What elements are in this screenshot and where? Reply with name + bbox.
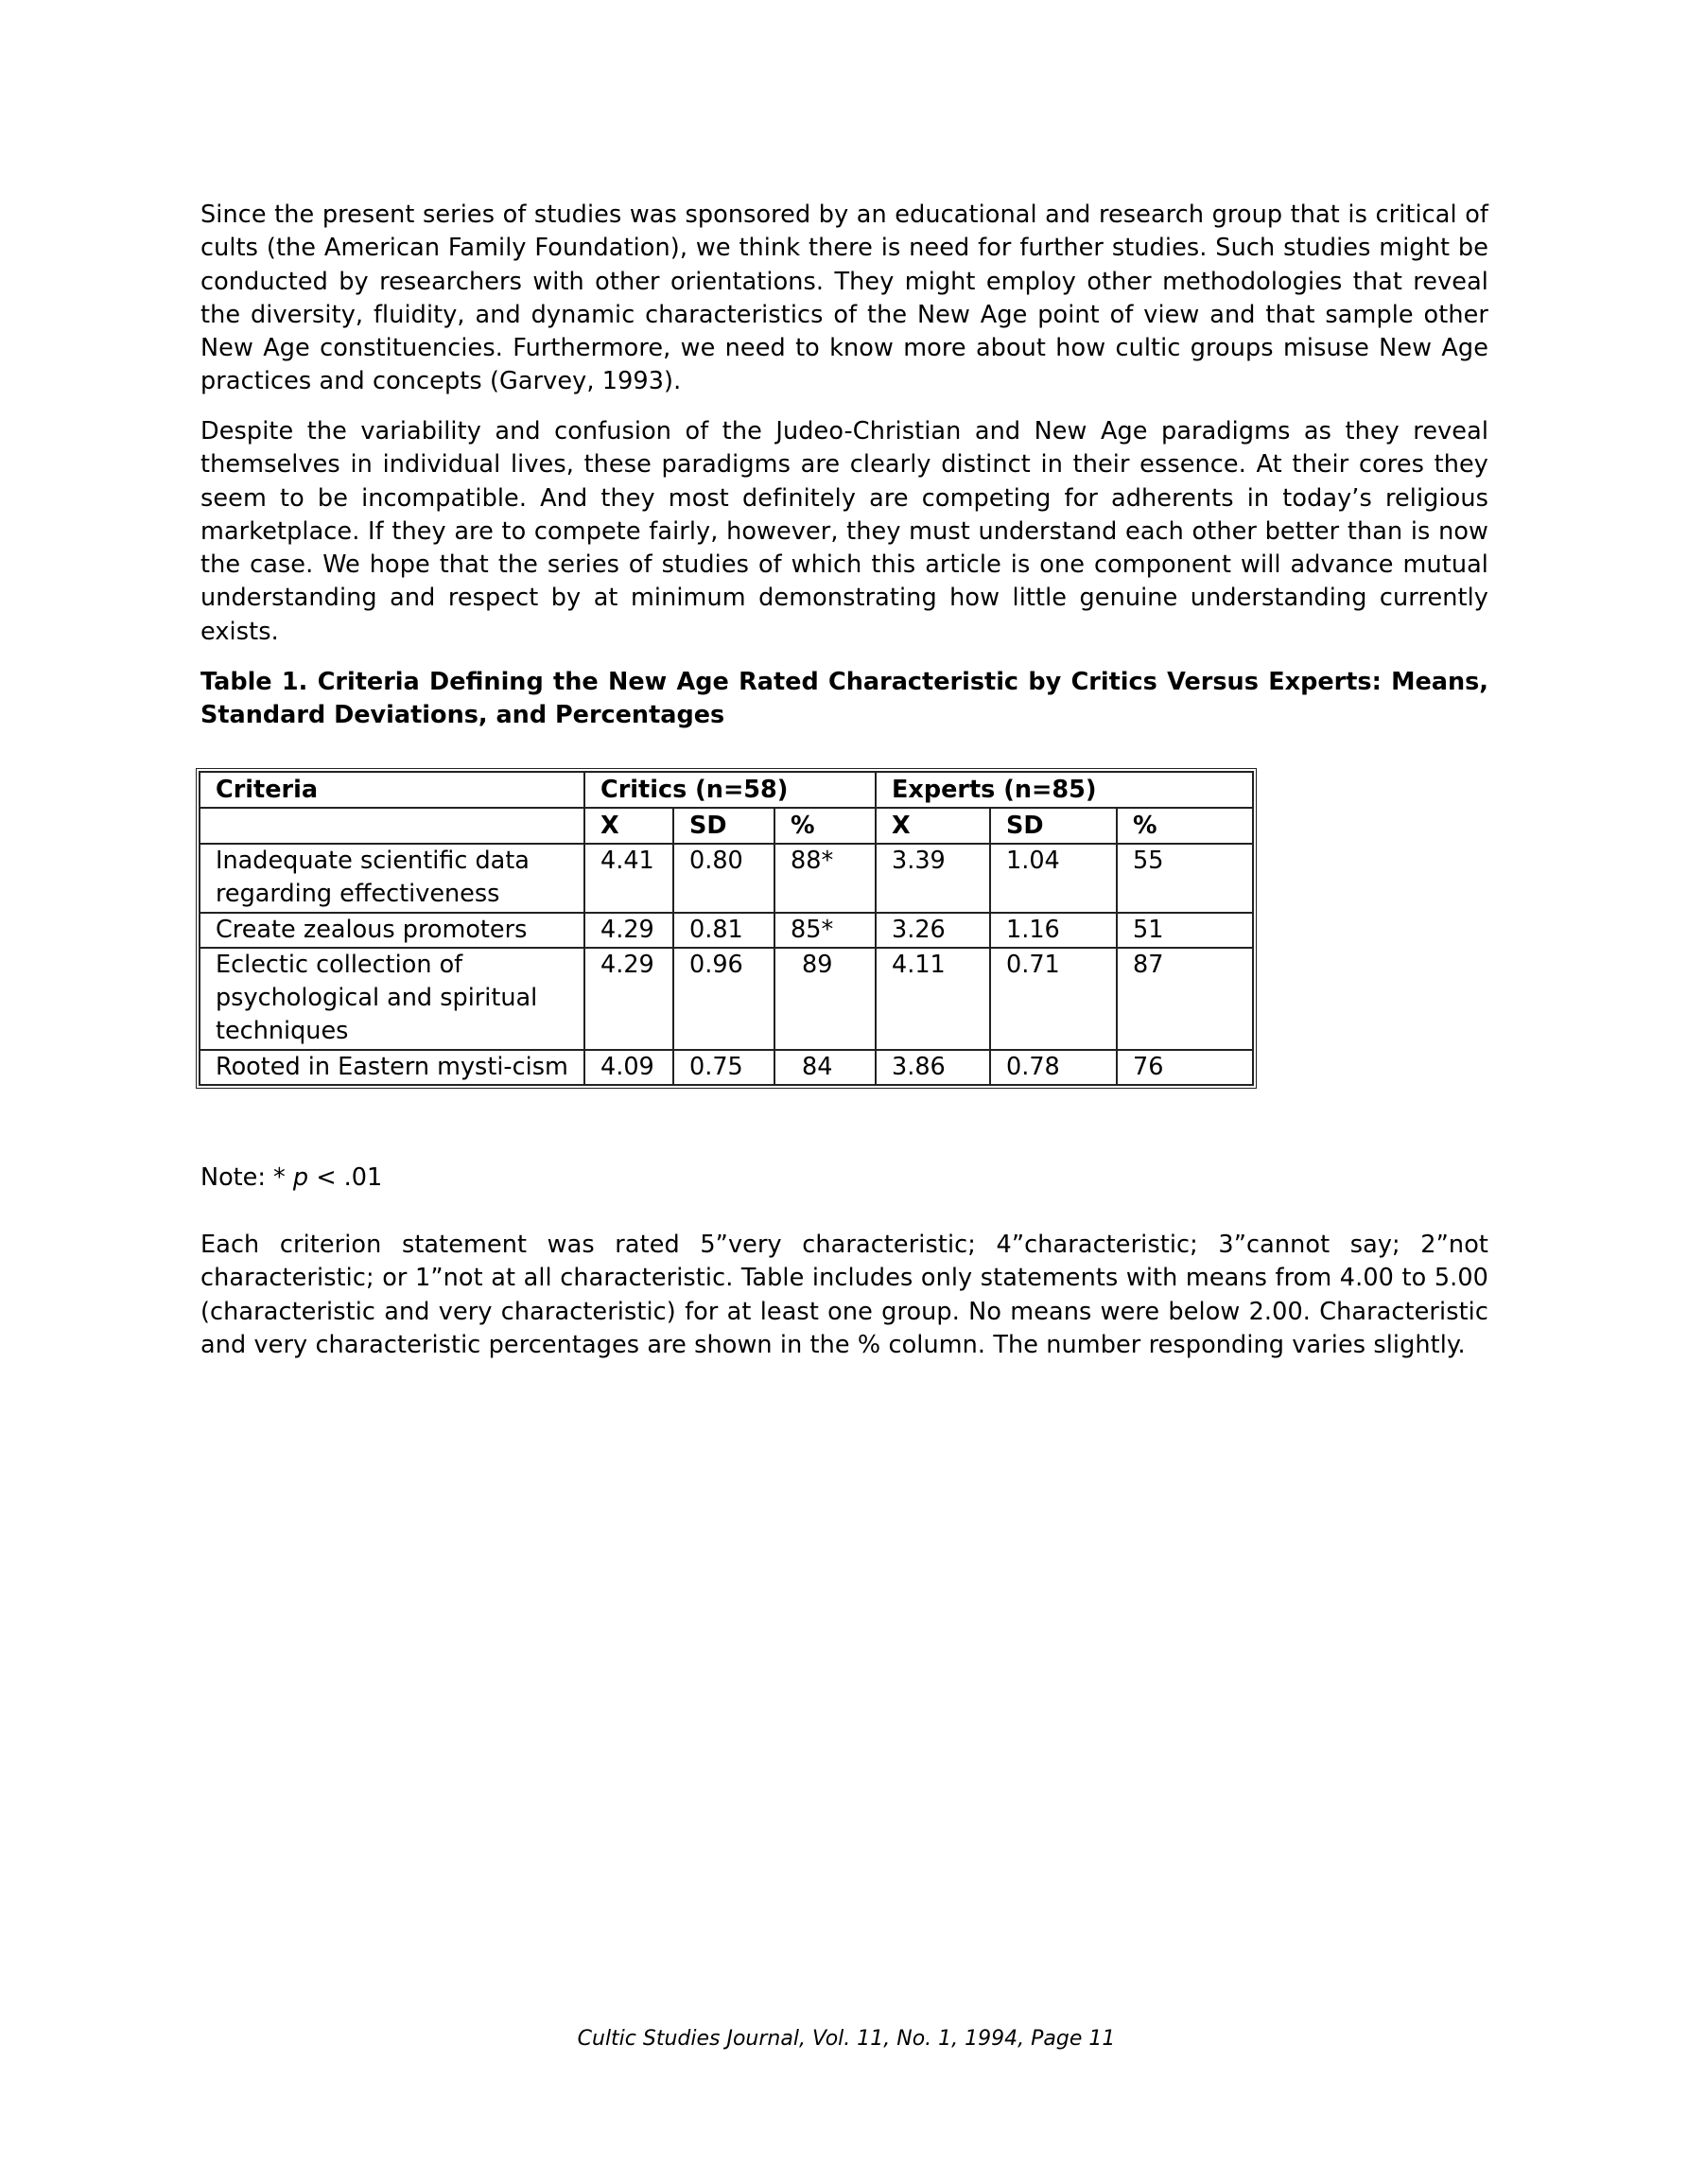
body-paragraph-2: Despite the variability and confusion of the Judeo-Christian and New Age paradigms as they reveal themselves in individual lives, these paradigms are clearly distinct in their essence. At their cores they seem to be incompatible. And they most definitely are competing for adherents in today’s religious marketplace. If they are to compete fairly, however, they must understand each other better than is now the case. We hope that the series of studies of which this article is one component will advance mutual understanding and respect by at minimum demonstrating how little genuine understanding currently exists.: [200, 417, 1488, 646]
subheader-experts-x: X: [876, 808, 990, 844]
cell-experts-x: 3.26: [876, 913, 990, 948]
cell-experts-pct: 76: [1117, 1050, 1253, 1085]
cell-experts-pct: 55: [1117, 844, 1253, 913]
page-footer: [0, 2025, 1687, 2053]
table-frame: [196, 768, 1257, 1089]
cell-critics-sd: 0.80: [673, 844, 774, 913]
header-experts: Experts (n=85): [876, 772, 1253, 808]
table-row: [200, 1050, 1253, 1085]
table-row: [200, 948, 1253, 1050]
cell-critics-pct: 85*: [774, 913, 876, 948]
note-p-value-symbol: p: [292, 1163, 309, 1192]
body-paragraph-1: Since the present series of studies was sponsored by an educational and research group that is critical of cults (the American Family Foundation), we think there is need for further studies. Such studies might be conducted by researchers with other orientations. They might employ other methodologies that reveal the diversity, fluidity, and dynamic characteristics of the New Age point of view and that sample other New Age constituencies. Furthermore, we need to know more about how cultic groups misuse New Age practices and concepts (Garvey, 1993).: [200, 201, 1488, 396]
cell-critics-sd: 0.96: [673, 948, 774, 1050]
table-row: [200, 913, 1253, 948]
cell-experts-pct: 51: [1117, 913, 1253, 948]
note-suffix: < .01: [308, 1163, 383, 1192]
table-explanation: Each criterion statement was rated 5”very characteristic; 4”characteristic; 3”cannot say; 2”not characteristic; or 1”not at all characteristic. Table includes only statements with means from 4.00 to 5.00 (characteristic and very characteristic) for at least one group. No means were below 2.00. Characteristic and very characteristic percentages are shown in the % column. The number responding varies slightly.: [200, 1231, 1488, 1359]
cell-experts-sd: 1.04: [990, 844, 1117, 913]
cell-critics-x: 4.29: [584, 913, 673, 948]
cell-critics-x: 4.09: [584, 1050, 673, 1085]
cell-experts-x: 4.11: [876, 948, 990, 1050]
cell-criteria: Create zealous promoters: [200, 913, 584, 948]
cell-experts-x: 3.86: [876, 1050, 990, 1085]
table-title: Table 1. Criteria Defining the New Age Rated Characteristic by Critics Versus Experts: Means, Standard Deviations, and Percentages: [200, 668, 1488, 730]
cell-critics-sd: 0.81: [673, 913, 774, 948]
subheader-critics-sd: SD: [673, 808, 774, 844]
table-note: [200, 1162, 382, 1195]
cell-experts-x: 3.39: [876, 844, 990, 913]
subheader-experts-pct: %: [1117, 808, 1253, 844]
cell-critics-x: 4.29: [584, 948, 673, 1050]
cell-criteria: Inadequate scientific data regarding effectiveness: [200, 844, 584, 913]
cell-experts-sd: 1.16: [990, 913, 1117, 948]
cell-criteria: Rooted in Eastern mysti-cism: [200, 1050, 584, 1085]
table-subheader-row: [200, 808, 1253, 844]
cell-experts-sd: 0.78: [990, 1050, 1117, 1085]
subheader-critics-x: X: [584, 808, 673, 844]
header-criteria: Criteria: [200, 772, 584, 808]
cell-experts-pct: 87: [1117, 948, 1253, 1050]
cell-critics-pct: 89: [774, 948, 876, 1050]
cell-critics-pct: 84: [774, 1050, 876, 1085]
cell-experts-sd: 0.71: [990, 948, 1117, 1050]
cell-criteria: Eclectic collection of psychological and spiritual techniques: [200, 948, 584, 1050]
criteria-table: [199, 771, 1254, 1086]
table-row: [200, 844, 1253, 913]
table-header-row: [200, 772, 1253, 808]
cell-critics-sd: 0.75: [673, 1050, 774, 1085]
header-critics: Critics (n=58): [584, 772, 876, 808]
footer-citation: Cultic Studies Journal, Vol. 11, No. 1, 1994, Page 11: [577, 2027, 1116, 2051]
cell-critics-pct: 88*: [774, 844, 876, 913]
cell-critics-x: 4.41: [584, 844, 673, 913]
subheader-empty: [200, 808, 584, 844]
subheader-critics-pct: %: [774, 808, 876, 844]
subheader-experts-sd: SD: [990, 808, 1117, 844]
note-prefix: Note: *: [200, 1163, 293, 1192]
